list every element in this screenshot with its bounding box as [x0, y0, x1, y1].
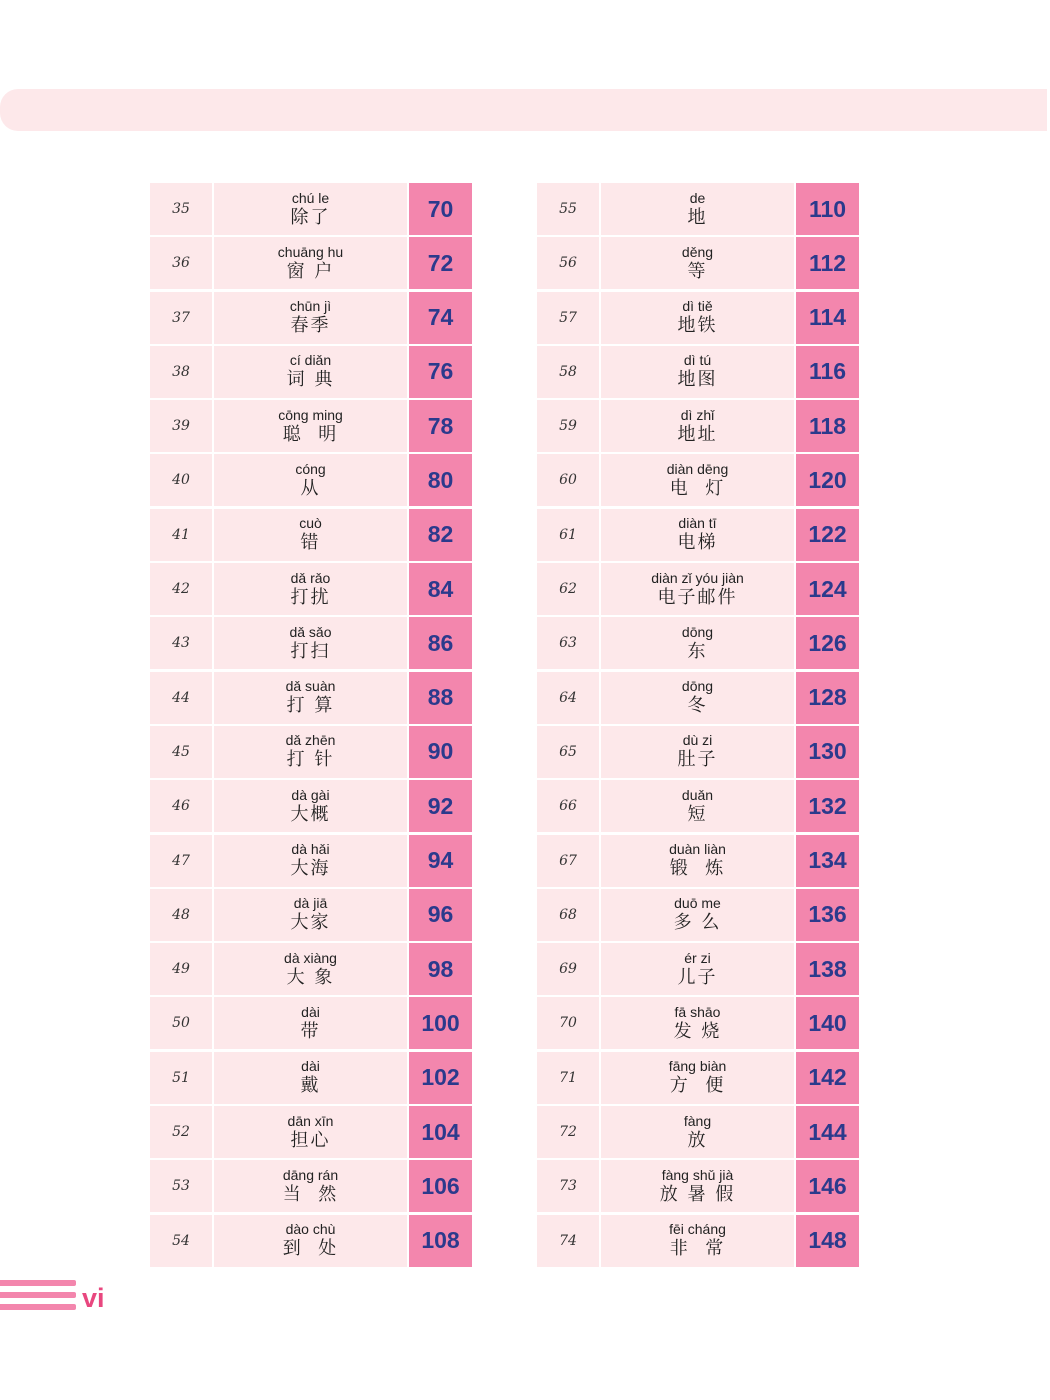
page-reference: 136 [796, 889, 859, 941]
entry-number: 68 [537, 889, 599, 941]
hanzi-text: 戴 [300, 1075, 321, 1097]
entry-word [601, 1106, 794, 1158]
table-row [150, 237, 472, 289]
page-reference: 94 [409, 835, 472, 887]
hanzi-text: 大概 [290, 803, 331, 825]
entry-word [601, 889, 794, 941]
table-row [150, 346, 472, 398]
entry-number: 46 [150, 780, 212, 832]
table-row [537, 563, 859, 615]
entry-number: 47 [150, 835, 212, 887]
pinyin-text: fā shāo [674, 1003, 721, 1020]
page-reference: 100 [409, 997, 472, 1049]
entry-number: 50 [150, 997, 212, 1049]
page-reference: 78 [409, 400, 472, 452]
pinyin-text: duǎn [681, 786, 714, 803]
hanzi-text: 春季 [290, 315, 331, 337]
entry-word [214, 1215, 407, 1267]
entry-word [214, 835, 407, 887]
page-reference: 128 [796, 672, 859, 724]
pinyin-text: duàn liàn [669, 841, 726, 858]
entry-word [601, 1215, 794, 1267]
table-row [537, 183, 859, 235]
hanzi-text: 词 典 [286, 369, 335, 391]
hanzi-text: 电 灯 [669, 477, 726, 499]
page-reference: 130 [796, 726, 859, 778]
pinyin-text: dān xīn [287, 1112, 334, 1129]
table-row [150, 1215, 472, 1267]
page-reference: 122 [796, 509, 859, 561]
hanzi-text: 等 [687, 260, 708, 282]
hanzi-text: 打扰 [290, 586, 331, 608]
hanzi-text: 地铁 [677, 315, 718, 337]
entry-number: 51 [150, 1052, 212, 1104]
entry-word [214, 183, 407, 235]
entry-number: 53 [150, 1160, 212, 1212]
pinyin-text: cí diǎn [289, 352, 332, 369]
pinyin-text: fēi cháng [669, 1221, 726, 1238]
pinyin-text: dōng [681, 678, 714, 695]
entry-word [214, 726, 407, 778]
page-reference: 102 [409, 1052, 472, 1104]
table-row [150, 835, 472, 887]
pinyin-text: chú le [291, 189, 330, 206]
entry-word [214, 400, 407, 452]
pinyin-text: dāng rán [282, 1166, 339, 1183]
page-reference: 80 [409, 454, 472, 506]
table-row [150, 509, 472, 561]
pinyin-text: dù zi [682, 732, 713, 749]
pinyin-text: dǎ rǎo [290, 569, 331, 586]
entry-number: 40 [150, 454, 212, 506]
entry-number: 52 [150, 1106, 212, 1158]
entry-word [214, 997, 407, 1049]
hanzi-text: 短 [687, 803, 708, 825]
entry-word [601, 1160, 794, 1212]
entry-number: 73 [537, 1160, 599, 1212]
pinyin-text: dà hǎi [291, 841, 330, 858]
header-band [0, 89, 1047, 131]
entry-number: 39 [150, 400, 212, 452]
pinyin-text: dì zhǐ [680, 406, 715, 423]
pinyin-text: duō me [674, 895, 721, 912]
entry-word [214, 1052, 407, 1104]
hanzi-text: 儿子 [677, 966, 718, 988]
entry-number: 45 [150, 726, 212, 778]
page-reference: 126 [796, 617, 859, 669]
entry-number: 65 [537, 726, 599, 778]
entry-word [601, 400, 794, 452]
entry-number: 55 [537, 183, 599, 235]
table-row [537, 672, 859, 724]
entry-word [601, 237, 794, 289]
entry-number: 60 [537, 454, 599, 506]
pinyin-text: diàn zǐ yóu jiàn [651, 569, 744, 586]
page-reference: 86 [409, 617, 472, 669]
page-reference: 134 [796, 835, 859, 887]
hanzi-text: 打 针 [286, 749, 335, 771]
table-row [150, 1106, 472, 1158]
page-number: vi [82, 1283, 105, 1313]
hanzi-text: 地址 [677, 423, 718, 445]
table-row [150, 726, 472, 778]
entry-word [214, 292, 407, 344]
page-reference: 148 [796, 1215, 859, 1267]
entry-number: 74 [537, 1215, 599, 1267]
pinyin-text: diàn tī [678, 515, 717, 532]
table-row [537, 780, 859, 832]
entry-word [601, 183, 794, 235]
hanzi-text: 肚子 [677, 749, 718, 771]
vocab-table-right [537, 183, 859, 1269]
entry-word [601, 780, 794, 832]
table-row [537, 889, 859, 941]
entry-word [214, 617, 407, 669]
hanzi-text: 大家 [290, 912, 331, 934]
entry-number: 35 [150, 183, 212, 235]
page-reference: 70 [409, 183, 472, 235]
page-reference: 90 [409, 726, 472, 778]
pinyin-text: cōng ming [278, 406, 343, 423]
table-row [537, 943, 859, 995]
table-row [537, 292, 859, 344]
pinyin-text: dǎ zhēn [285, 732, 336, 749]
entry-word [214, 454, 407, 506]
table-row [150, 672, 472, 724]
entry-word [601, 672, 794, 724]
table-row [150, 889, 472, 941]
page-reference: 112 [796, 237, 859, 289]
entry-number: 61 [537, 509, 599, 561]
hanzi-text: 地图 [677, 369, 718, 391]
table-row [537, 454, 859, 506]
hanzi-text: 大海 [290, 858, 331, 880]
page-reference: 106 [409, 1160, 472, 1212]
page-reference: 98 [409, 943, 472, 995]
table-row [150, 292, 472, 344]
pinyin-text: dà gài [291, 786, 330, 803]
page-reference: 74 [409, 292, 472, 344]
table-row [150, 563, 472, 615]
page-reference: 132 [796, 780, 859, 832]
entry-number: 72 [537, 1106, 599, 1158]
entry-word [214, 780, 407, 832]
hanzi-text: 打扫 [290, 640, 331, 662]
entry-number: 38 [150, 346, 212, 398]
page-reference: 72 [409, 237, 472, 289]
hanzi-text: 冬 [687, 695, 708, 717]
entry-number: 41 [150, 509, 212, 561]
page-reference: 84 [409, 563, 472, 615]
entry-word [214, 943, 407, 995]
pinyin-text: de [689, 189, 706, 206]
entry-number: 69 [537, 943, 599, 995]
page-reference: 104 [409, 1106, 472, 1158]
entry-word [601, 617, 794, 669]
page-reference: 88 [409, 672, 472, 724]
entry-word [601, 997, 794, 1049]
hanzi-text: 窗 户 [286, 260, 335, 282]
page-reference: 144 [796, 1106, 859, 1158]
entry-word [601, 454, 794, 506]
entry-word [214, 672, 407, 724]
entry-number: 49 [150, 943, 212, 995]
entry-number: 37 [150, 292, 212, 344]
hanzi-text: 非 常 [669, 1238, 726, 1260]
pinyin-text: dài [301, 1058, 320, 1075]
pinyin-text: dào chù [285, 1221, 336, 1238]
table-row [537, 346, 859, 398]
page-reference: 146 [796, 1160, 859, 1212]
table-row [537, 509, 859, 561]
entry-word [601, 835, 794, 887]
page-reference: 110 [796, 183, 859, 235]
hanzi-text: 地 [687, 206, 708, 228]
entry-word [214, 346, 407, 398]
hanzi-text: 东 [687, 640, 708, 662]
entry-number: 71 [537, 1052, 599, 1104]
table-row [537, 726, 859, 778]
entry-number: 67 [537, 835, 599, 887]
hanzi-text: 到 处 [282, 1238, 339, 1260]
entry-word [214, 889, 407, 941]
pinyin-text: chuāng hu [277, 243, 344, 260]
entry-word [601, 1052, 794, 1104]
page-reference: 82 [409, 509, 472, 561]
table-row [150, 400, 472, 452]
table-row [537, 237, 859, 289]
hanzi-text: 聪 明 [282, 423, 339, 445]
pinyin-text: dōng [681, 623, 714, 640]
pinyin-text: cuò [299, 515, 322, 532]
table-row [150, 997, 472, 1049]
table-row [150, 943, 472, 995]
pinyin-text: cóng [295, 460, 326, 477]
table-row [537, 617, 859, 669]
page-reference: 92 [409, 780, 472, 832]
table-row [537, 400, 859, 452]
entry-word [214, 563, 407, 615]
page-reference: 118 [796, 400, 859, 452]
hanzi-text: 发 烧 [673, 1020, 722, 1042]
pinyin-text: fàng shǔ jià [661, 1166, 734, 1183]
pinyin-text: fāng biàn [668, 1058, 727, 1075]
page-reference: 114 [796, 292, 859, 344]
entry-number: 44 [150, 672, 212, 724]
entry-word [601, 943, 794, 995]
entry-number: 62 [537, 563, 599, 615]
table-row [150, 454, 472, 506]
pinyin-text: diàn dēng [666, 460, 729, 477]
hanzi-text: 错 [300, 532, 321, 554]
page-reference: 140 [796, 997, 859, 1049]
entry-word [601, 292, 794, 344]
hanzi-text: 方 便 [669, 1075, 726, 1097]
entry-number: 63 [537, 617, 599, 669]
table-row [537, 1215, 859, 1267]
hanzi-text: 担心 [290, 1129, 331, 1151]
entry-number: 43 [150, 617, 212, 669]
hanzi-text: 放 [687, 1129, 708, 1151]
hanzi-text: 除了 [290, 206, 331, 228]
pinyin-text: fàng [683, 1112, 712, 1129]
page-reference: 124 [796, 563, 859, 615]
page-reference: 108 [409, 1215, 472, 1267]
page-reference: 120 [796, 454, 859, 506]
page-reference: 138 [796, 943, 859, 995]
table-row [150, 183, 472, 235]
table-row [537, 1106, 859, 1158]
hanzi-text: 锻 炼 [669, 858, 726, 880]
pinyin-text: chūn jì [289, 298, 332, 315]
entry-number: 59 [537, 400, 599, 452]
hanzi-text: 当 然 [282, 1183, 339, 1205]
entry-word [601, 346, 794, 398]
page-reference: 142 [796, 1052, 859, 1104]
page-reference: 76 [409, 346, 472, 398]
pinyin-text: dà xiàng [284, 949, 337, 966]
entry-number: 54 [150, 1215, 212, 1267]
table-row [150, 1052, 472, 1104]
entry-number: 64 [537, 672, 599, 724]
entry-word [601, 563, 794, 615]
entry-word [601, 726, 794, 778]
vocab-table-left [150, 183, 472, 1269]
hanzi-text: 电梯 [677, 532, 718, 554]
table-row [537, 1052, 859, 1104]
pinyin-text: ér zi [684, 949, 711, 966]
hanzi-text: 多 么 [673, 912, 722, 934]
entry-word [214, 509, 407, 561]
table-row [150, 617, 472, 669]
entry-number: 36 [150, 237, 212, 289]
pinyin-text: dì tiě [682, 298, 713, 315]
entry-number: 48 [150, 889, 212, 941]
hanzi-text: 打 算 [286, 695, 335, 717]
hanzi-text: 带 [300, 1020, 321, 1042]
entry-word [601, 509, 794, 561]
table-row [150, 780, 472, 832]
page-reference: 96 [409, 889, 472, 941]
table-row [150, 1160, 472, 1212]
hanzi-text: 从 [300, 477, 321, 499]
table-row [537, 835, 859, 887]
footer-decoration [0, 1280, 76, 1316]
hanzi-text: 电子邮件 [657, 586, 738, 608]
hanzi-text: 大 象 [286, 966, 335, 988]
pinyin-text: děng [681, 243, 714, 260]
pinyin-text: dà jiā [293, 895, 328, 912]
entry-word [214, 237, 407, 289]
entry-word [214, 1160, 407, 1212]
entry-number: 66 [537, 780, 599, 832]
pinyin-text: dǎ suàn [285, 678, 336, 695]
pinyin-text: dì tú [683, 352, 712, 369]
table-row [537, 1160, 859, 1212]
hanzi-text: 放 暑 假 [659, 1183, 736, 1205]
entry-word [214, 1106, 407, 1158]
entry-number: 57 [537, 292, 599, 344]
entry-number: 58 [537, 346, 599, 398]
page-reference: 116 [796, 346, 859, 398]
table-row [537, 997, 859, 1049]
entry-number: 56 [537, 237, 599, 289]
pinyin-text: dǎ sǎo [289, 623, 332, 640]
entry-number: 42 [150, 563, 212, 615]
entry-number: 70 [537, 997, 599, 1049]
pinyin-text: dài [301, 1003, 320, 1020]
